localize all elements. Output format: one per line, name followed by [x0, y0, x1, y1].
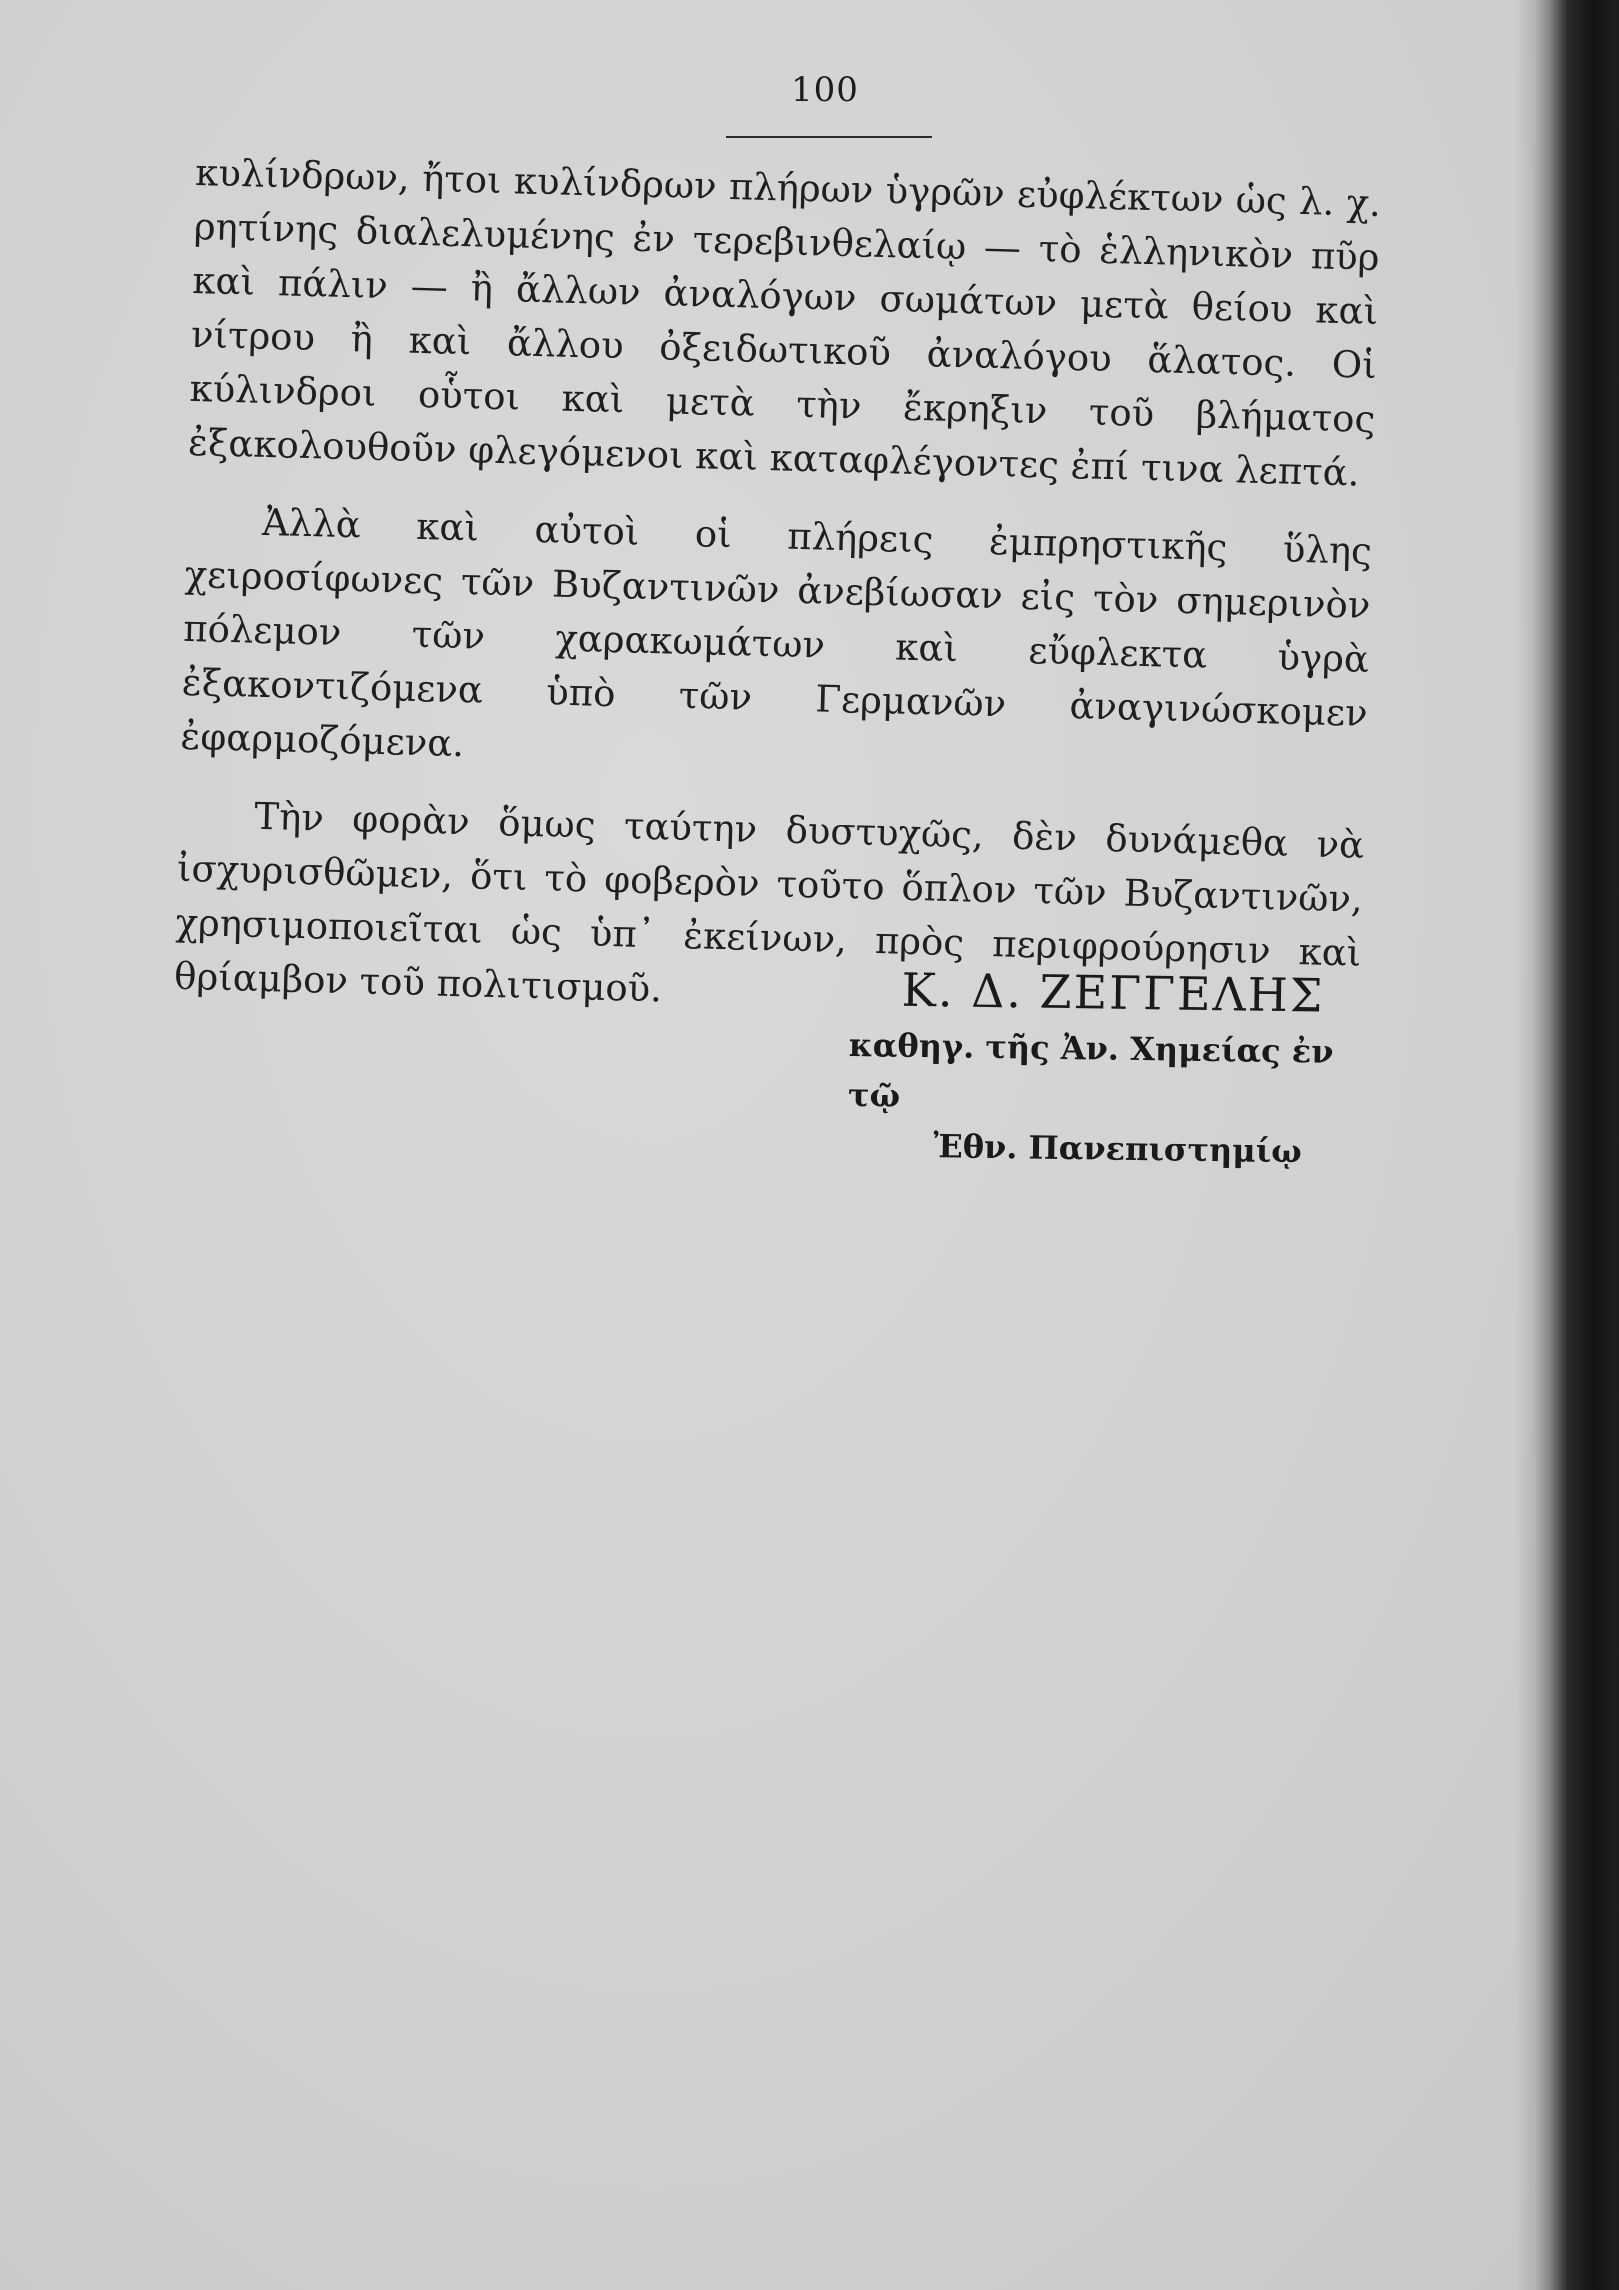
- signature-block: [847, 958, 1380, 1177]
- paragraph-2: Ἀλλὰ καὶ αὐτοὶ οἱ πλήρεις ἐμπρηστικῆς ὕλης χειροσίφωνες τῶν Βυζαντινῶν ἀνεβίωσαν εἰς τὸν σημερινὸν πόλεμον τῶν χαρακωμάτων καὶ εὔφλεκτα ὑγρὰ ἐξακοντιζόμενα ὑπὸ τῶν Γερμανῶν ἀναγινώσκομεν ἐφαρμοζόμενα.: [179, 500, 1373, 766]
- binding-shadow: [1515, 0, 1533, 2290]
- author-name: Κ. Δ. ΖΕΓΓΕΛΗΣ: [901, 962, 1325, 1023]
- book-binding: [1533, 0, 1619, 2290]
- paragraph-1: κυλίνδρων, ἤτοι κυλίνδρων πλήρων ὑγρῶν εὐφλέκτων ὡς λ. χ. ρητίνης διαλελυμένης ἐν τερεβινθελαίῳ — τὸ ἑλληνικὸν πῦρ καὶ πάλιν — ἢ ἄλλων ἀναλόγων σωμάτων μετὰ θείου καὶ νίτρου ἢ καὶ ἄλλου ὀξειδωτικοῦ ἀναλόγου ἅλατος. Οἱ κύλινδροι οὗτοι καὶ μετὰ τὴν ἔκρηξιν τοῦ βλήματος ἐξακολουθοῦν φλεγόμενοι καὶ καταφλέγοντες ἐπί τινα λεπτά.: [187, 150, 1382, 495]
- author-title-line-2: Ἐθν. Πανεπιστημίῳ: [933, 1127, 1302, 1171]
- paragraph-3: Τὴν φορὰν ὅμως ταύτην δυστυχῶς, δὲν δυνάμεθα νὰ ἰσχυρισθῶμεν, ὅτι τὸ φοβερὸν τοῦτο ὅπλον τῶν Βυζαντινῶν, χρησιμοποιεῖται ὡς ὑπ᾿ ἐκείνων, πρὸς περιφρούρησιν καὶ θρίαμβον τοῦ πολιτισμοῦ.: [173, 794, 1365, 1011]
- page-number: 100: [791, 70, 859, 110]
- page-number-rule: [726, 136, 932, 138]
- body-text: [174, 146, 1382, 1035]
- author-title-line-1: καθηγ. τῆς Ἀν. Χημείας ἐν τῷ: [847, 1025, 1334, 1115]
